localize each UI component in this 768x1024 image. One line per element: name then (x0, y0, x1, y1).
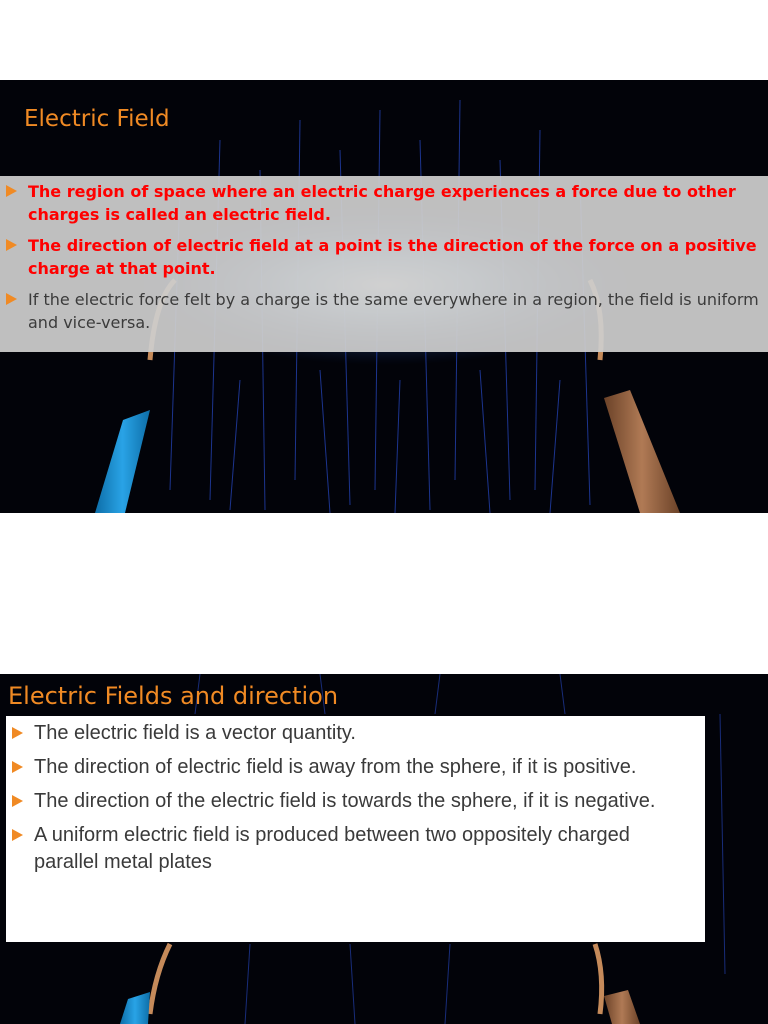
bullet-text: The electric field is a vector quantity. (34, 722, 356, 744)
bullet-item (6, 234, 764, 280)
bullet-text: The direction of the electric field is towards the sphere, if it is negative. (34, 790, 656, 812)
bullet-text-box (0, 176, 768, 352)
orange-triangle-arrow-icon (12, 795, 23, 807)
bullet-list (6, 180, 764, 334)
orange-triangle-arrow-icon (6, 239, 17, 251)
bullet-text-box (6, 716, 705, 942)
bullet-text: The region of space where an electric charge experiences a force due to other charges is called an electric field. (28, 182, 736, 224)
bullet-item (6, 288, 764, 334)
bullet-text: If the electric force felt by a charge is the same everywhere in a region, the field is uniform and vice-versa. (28, 290, 759, 332)
bullet-text: A uniform electric field is produced between two oppositely charged parallel metal plates (34, 824, 630, 873)
slide-electric-fields-and-direction (0, 674, 768, 1024)
slide-title: Electric Field (24, 106, 170, 132)
left-copper-strands (150, 944, 170, 1014)
slide-title: Electric Fields and direction (8, 682, 339, 710)
bullet-item (6, 180, 764, 226)
orange-triangle-arrow-icon (12, 829, 23, 841)
bullet-item (12, 720, 697, 747)
right-copper-strands (595, 944, 602, 1014)
slide-electric-field (0, 80, 768, 513)
bullet-text: The direction of electric field at a point is the direction of the force on a positive charge at that point. (28, 236, 757, 278)
left-blue-wire (120, 992, 150, 1024)
bullet-list (12, 720, 697, 876)
bullet-item (12, 754, 697, 781)
left-blue-wire (95, 410, 150, 513)
orange-triangle-arrow-icon (12, 727, 23, 739)
bullet-item (12, 788, 697, 815)
orange-triangle-arrow-icon (6, 185, 17, 197)
orange-triangle-arrow-icon (12, 761, 23, 773)
orange-triangle-arrow-icon (6, 293, 17, 305)
bullet-item (12, 822, 697, 876)
bullet-text: The direction of electric field is away from the sphere, if it is positive. (34, 756, 637, 778)
right-brown-wire (604, 390, 680, 513)
right-brown-wire (604, 990, 640, 1024)
